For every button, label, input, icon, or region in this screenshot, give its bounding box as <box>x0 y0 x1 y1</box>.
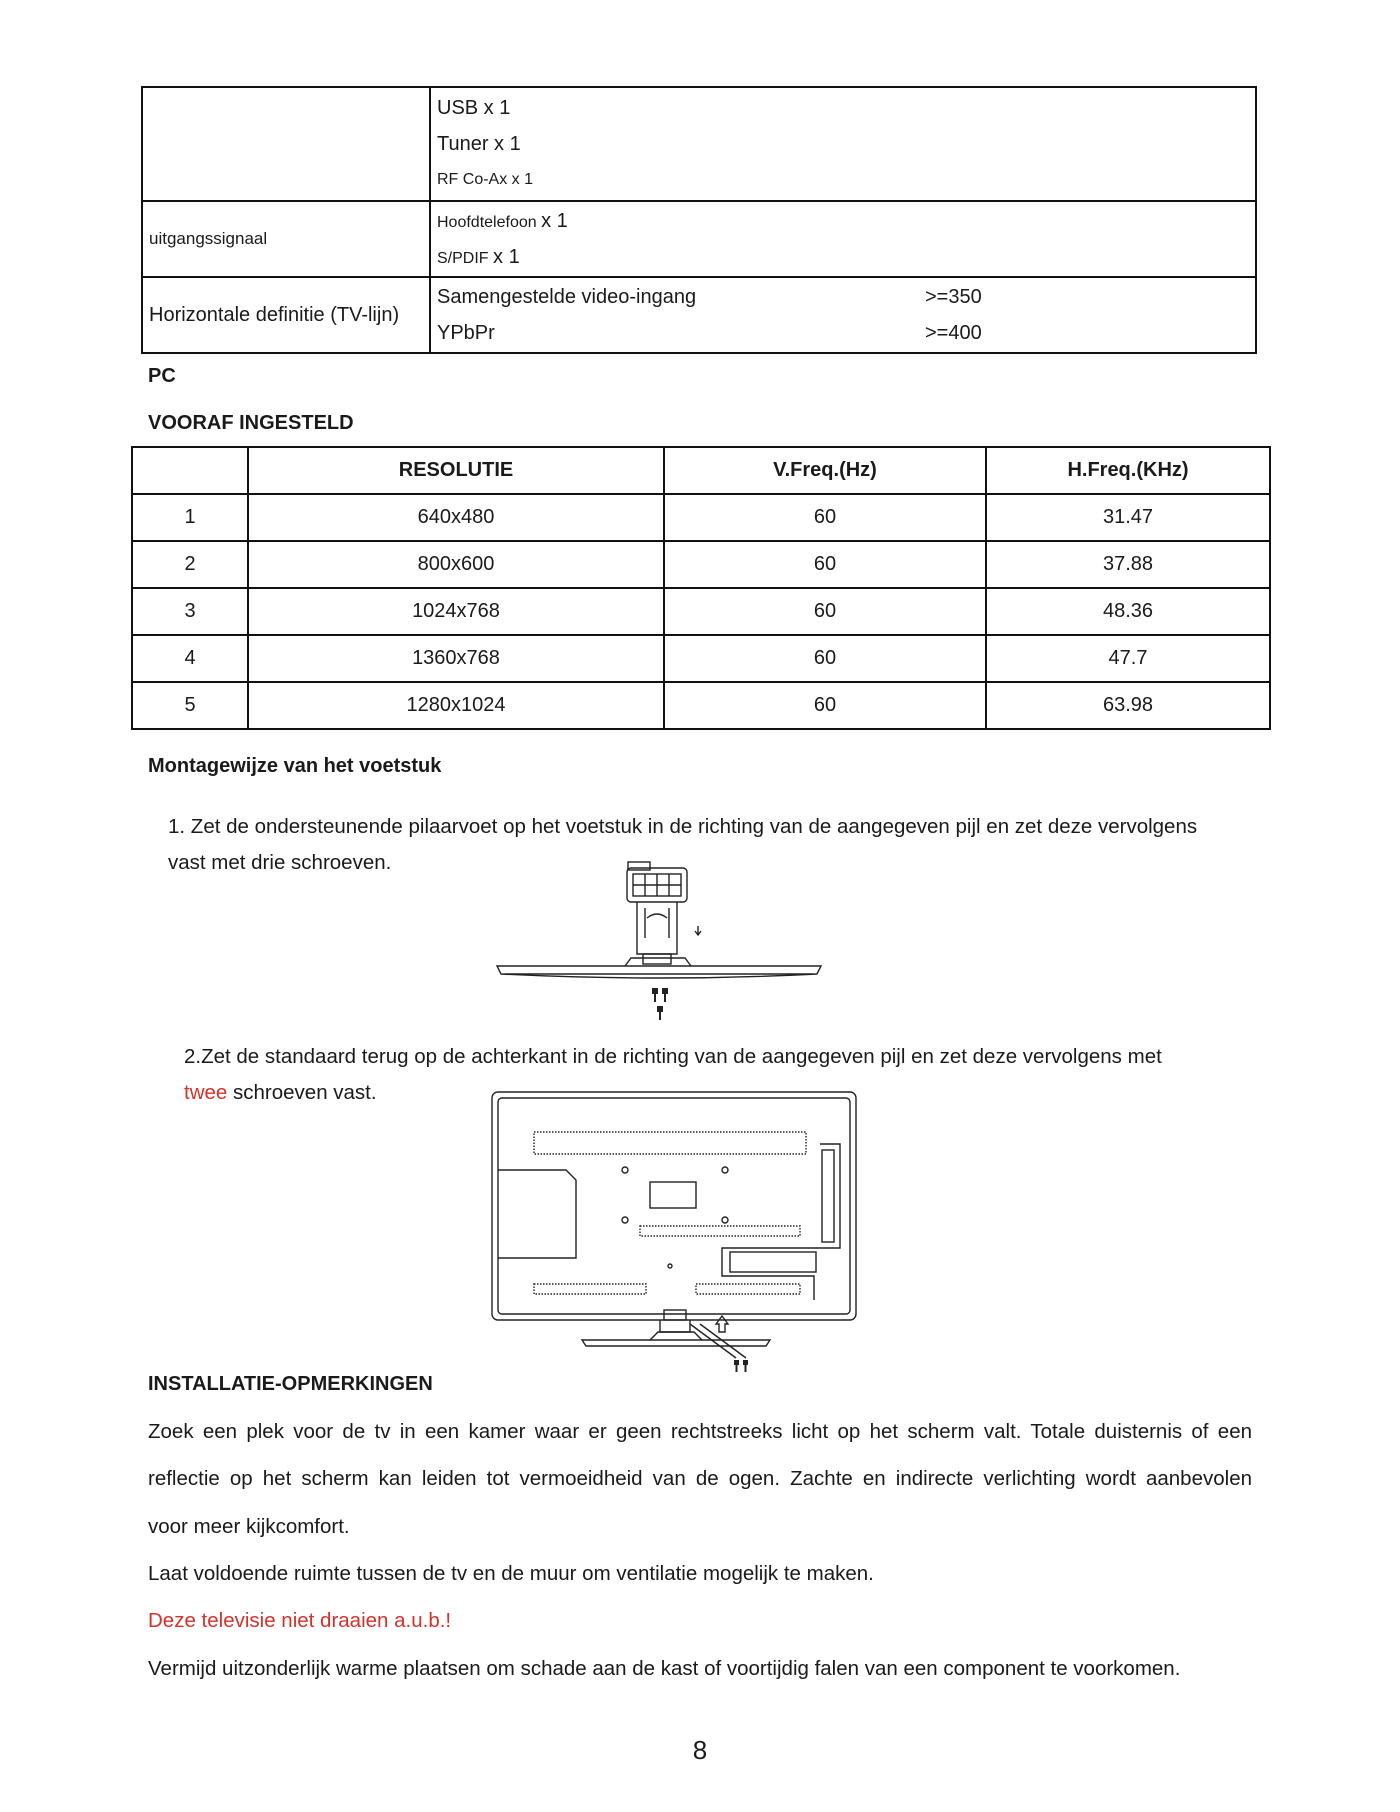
spec-values <box>430 277 1256 353</box>
spec-values <box>430 87 1256 201</box>
spec-row-output <box>142 201 1256 277</box>
table-header-row <box>132 447 1270 494</box>
install-p1-line3: voor meer kijkcomfort. <box>148 1515 350 1538</box>
spec-line-value: >=350 <box>925 286 982 308</box>
stand-assembly-illustration <box>495 858 825 1023</box>
heading-preset: VOORAF INGESTELD <box>148 412 354 434</box>
spec-row-horizontal <box>142 277 1256 353</box>
column-header: V.Freq.(Hz) <box>664 447 986 494</box>
table-row <box>132 541 1270 588</box>
table-row <box>132 635 1270 682</box>
table-cell: 63.98 <box>986 682 1270 729</box>
spec-line-value: >=400 <box>925 322 982 344</box>
table-cell: 1024x768 <box>248 588 664 635</box>
spec-line-text: Hoofdtelefoon <box>437 214 537 231</box>
install-p3: Vermijd uitzonderlijk warme plaatsen om schade aan de kast of voortijdig falen van een component te voorkomen. <box>148 1657 1181 1680</box>
spec-line: RF Co-Ax x 1 <box>437 171 534 188</box>
spec-line-text: Samengestelde video-ingang <box>437 286 697 308</box>
step1-line2: vast met drie schroeven. <box>168 851 392 874</box>
table-cell: 47.7 <box>986 635 1270 682</box>
install-warning: Deze televisie niet draaien a.u.b.! <box>148 1609 452 1632</box>
table-row <box>132 588 1270 635</box>
spec-label <box>142 87 430 201</box>
spec-line <box>437 279 1249 315</box>
install-p1-line1: Zoek een plek voor de tv in een kamer waar er geen rechtstreeks licht op het scherm valt. Totale duisternis of een <box>148 1420 1252 1443</box>
spec-values <box>430 201 1256 277</box>
table-cell: 1360x768 <box>248 635 664 682</box>
tv-back-illustration <box>490 1088 860 1378</box>
spec-line-text: YPbPr <box>437 322 495 344</box>
table-cell: 1 <box>132 494 248 541</box>
table-cell: 37.88 <box>986 541 1270 588</box>
table-row <box>132 682 1270 729</box>
column-header <box>132 447 248 494</box>
install-p2: Laat voldoende ruimte tussen de tv en de muur om ventilatie mogelijk te maken. <box>148 1562 874 1585</box>
spec-line <box>437 315 1249 351</box>
table-cell: 60 <box>664 635 986 682</box>
spec-table <box>141 86 1257 354</box>
step2-line2 <box>184 1081 377 1105</box>
spec-row-inputs <box>142 87 1256 201</box>
resolution-table <box>131 446 1271 730</box>
spec-line <box>437 203 1249 239</box>
spec-line: Tuner x 1 <box>437 133 521 155</box>
heading-install: INSTALLATIE-OPMERKINGEN <box>148 1373 433 1395</box>
table-cell: 60 <box>664 494 986 541</box>
spec-line-suffix: x 1 <box>541 210 568 232</box>
spec-line-text: S/PDIF <box>437 250 489 267</box>
spec-label: uitgangssignaal <box>142 201 430 277</box>
table-cell: 800x600 <box>248 541 664 588</box>
step1-line1: 1. Zet de ondersteunende pilaarvoet op het voetstuk in de richting van de aangegeven pijl en zet deze vervolgens <box>168 815 1198 838</box>
table-row <box>132 494 1270 541</box>
table-cell: 640x480 <box>248 494 664 541</box>
spec-line-suffix: x 1 <box>493 246 520 268</box>
heading-mount: Montagewijze van het voetstuk <box>148 755 442 777</box>
table-cell: 31.47 <box>986 494 1270 541</box>
step2-rest: schroeven vast. <box>227 1081 377 1104</box>
table-cell: 60 <box>664 682 986 729</box>
step2-highlight: twee <box>184 1081 228 1104</box>
column-header: RESOLUTIE <box>248 447 664 494</box>
column-header: H.Freq.(KHz) <box>986 447 1270 494</box>
spec-line: USB x 1 <box>437 97 511 119</box>
table-cell: 2 <box>132 541 248 588</box>
spec-label: Horizontale definitie (TV-lijn) <box>142 277 430 353</box>
install-p1-line2: reflectie op het scherm kan leiden tot vermoeidheid van de ogen. Zachte en indirecte verlichting wordt aanbevolen <box>148 1467 1252 1490</box>
step2-line1: 2.Zet de standaard terug op de achterkant in de richting van de aangegeven pijl en zet deze vervolgens met <box>184 1045 1162 1068</box>
table-cell: 60 <box>664 588 986 635</box>
page-number: 8 <box>692 1735 708 1765</box>
heading-pc: PC <box>148 365 176 387</box>
table-cell: 60 <box>664 541 986 588</box>
table-cell: 3 <box>132 588 248 635</box>
table-cell: 4 <box>132 635 248 682</box>
table-cell: 5 <box>132 682 248 729</box>
table-cell: 48.36 <box>986 588 1270 635</box>
spec-line <box>437 239 1249 275</box>
table-cell: 1280x1024 <box>248 682 664 729</box>
